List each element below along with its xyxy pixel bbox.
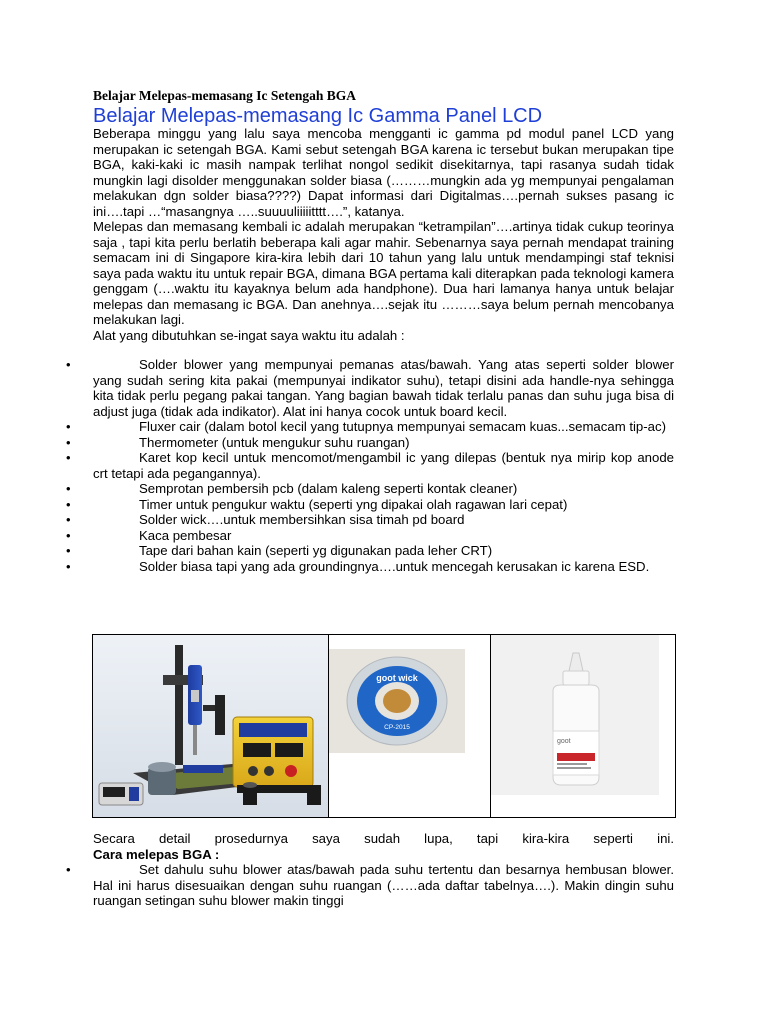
solder-wick-photo	[329, 635, 491, 817]
paragraph: Alat yang dibutuhkan se-ingat saya waktu itu adalah :	[93, 327, 405, 343]
bullet-icon: •	[66, 434, 71, 450]
wick-brand-label: goot wick	[376, 673, 418, 683]
procedure-section	[66, 831, 674, 909]
list-item-text: Kaca pembesar	[139, 527, 232, 543]
list-item	[66, 450, 674, 481]
bullet-icon: •	[66, 527, 71, 543]
list-item-text: Semprotan pembersih pcb (dalam kaleng seperti kontak cleaner)	[139, 481, 518, 496]
tool-list	[66, 357, 674, 574]
list-item	[66, 419, 674, 435]
list-item-text: Thermometer (untuk mengukur suhu ruangan)	[139, 434, 410, 450]
list-item-text: Karet kop kecil untuk mencomot/mengambil ic yang dilepas (bentuk nya mirip kop anode crt tetapi ada pegangannya).	[93, 450, 674, 481]
list-item-text: Solder blower yang mempunyai pemanas atas/bawah. Yang atas seperti solder blower yang sudah sering kita pakai (mempunyai indikator suhu), tetapi disini ada handle-nya sehingga kita tidak perlu pegang pakai tangan. Yang bagian bawah tidak terlalu panas dan suhu juga bisa di adjust juga (tidak ada indikator). Alat ini hanya cocok untuk board kecil.	[93, 357, 674, 419]
list-item	[66, 527, 674, 544]
image-table	[92, 634, 676, 818]
bullet-icon: •	[66, 543, 71, 558]
bullet-icon: •	[66, 450, 71, 465]
list-item-text: Tape dari bahan kain (seperti yg digunakan pada leher CRT)	[139, 543, 493, 558]
bullet-icon: •	[66, 558, 71, 574]
bullet-icon: •	[66, 862, 71, 877]
intro-paragraphs	[93, 126, 674, 343]
list-item-text: Solder wick….untuk membersihkan sisa timah pd board	[139, 512, 465, 527]
bullet-icon: •	[66, 357, 71, 372]
bottle-brand-label: goot	[557, 738, 571, 745]
bullet-icon: •	[66, 481, 71, 496]
document-small-title: Belajar Melepas-memasang Ic Setengah BGA	[93, 88, 356, 103]
list-item	[66, 357, 674, 419]
list-item	[66, 496, 674, 513]
bullet-icon: •	[66, 496, 71, 512]
paragraph: Melepas dan memasang kembali ic adalah merupakan “ketrampilan”….artinya tidak cukup teorinya saja , tapi kita perlu berlatih beberapa kali agar mahir. Sebenarnya saya pernah mendapat training semacam ini di Singapore kira-kira lebih dari 10 tahun yang lalu untuk mendampingi staf teknisi saya pada waktu itu untuk repair BGA, dimana BGA pertama kali diterapkan pada teknologi kamera genggam (….waktu itu kayaknya belum ada handphone). Dua hari lamanya hanya untuk belajar melepas dan memasang ic BGA. Dan anehnya….sejak itu ………saya belum pernah mencobanya melakukan lagi.	[93, 219, 674, 327]
bullet-icon: •	[66, 419, 71, 434]
wick-code-label: CP-2015	[384, 724, 410, 731]
list-item	[66, 558, 674, 575]
list-item-text: Timer untuk pengukur waktu (seperti yng dipakai olah ragawan lari cepat)	[139, 496, 568, 512]
list-item	[66, 543, 674, 559]
list-item	[66, 512, 674, 528]
rework-station-image	[93, 635, 329, 817]
flux-bottle-image	[491, 635, 675, 817]
list-item	[66, 481, 674, 497]
procedure-list	[66, 862, 674, 909]
intro-line: Secara detail prosedurnya saya sudah lupa, tapi kira-kira seperti ini.	[93, 831, 674, 846]
list-item	[66, 434, 674, 451]
document-main-title: Belajar Melepas-memasang Ic Gamma Panel LCD	[93, 105, 543, 127]
list-item-text: Fluxer cair (dalam botol kecil yang tutupnya mempunyai semacam kuas...semacam tip-ac)	[139, 419, 666, 434]
flux-bottle-photo	[491, 635, 675, 817]
solder-wick-image	[329, 635, 491, 817]
list-item	[66, 862, 674, 909]
rework-station-photo	[93, 635, 329, 817]
list-item-text: Solder biasa tapi yang ada groundingnya….untuk mencegah kerusakan ic karena ESD.	[139, 558, 650, 574]
list-item-text: Set dahulu suhu blower atas/bawah pada suhu tertentu dan besarnya hembusan blower. Hal ini harus disesuaikan dengan suhu ruangan (……ada daftar tabelnya….). Makin dingin suhu ruangan setingan suhu blower makin tinggi	[93, 862, 674, 908]
bullet-icon: •	[66, 512, 71, 527]
section-heading: Cara melepas BGA :	[93, 846, 220, 862]
paragraph: Beberapa minggu yang lalu saya mencoba mengganti ic gamma pd modul panel LCD yang merupakan ic setengah BGA. Kami sebut setengah BGA karena ic tersebut bukan merupakan tipe BGA, kaki-kaki ic masih nampak terlihat nongol sedikit disekitarnya, tapi rasanya sudah tidak mungkin lagi disolder menggunakan solder biasa (………mungkin ada yg mempunyai pengalaman melakukan dgn solder biasa????) Dapat informasi dari Digitalmas….pernah sukses pasang ic ini….tapi …“masangnya …..suuuuliiiiitttt….”, katanya.	[93, 126, 674, 219]
